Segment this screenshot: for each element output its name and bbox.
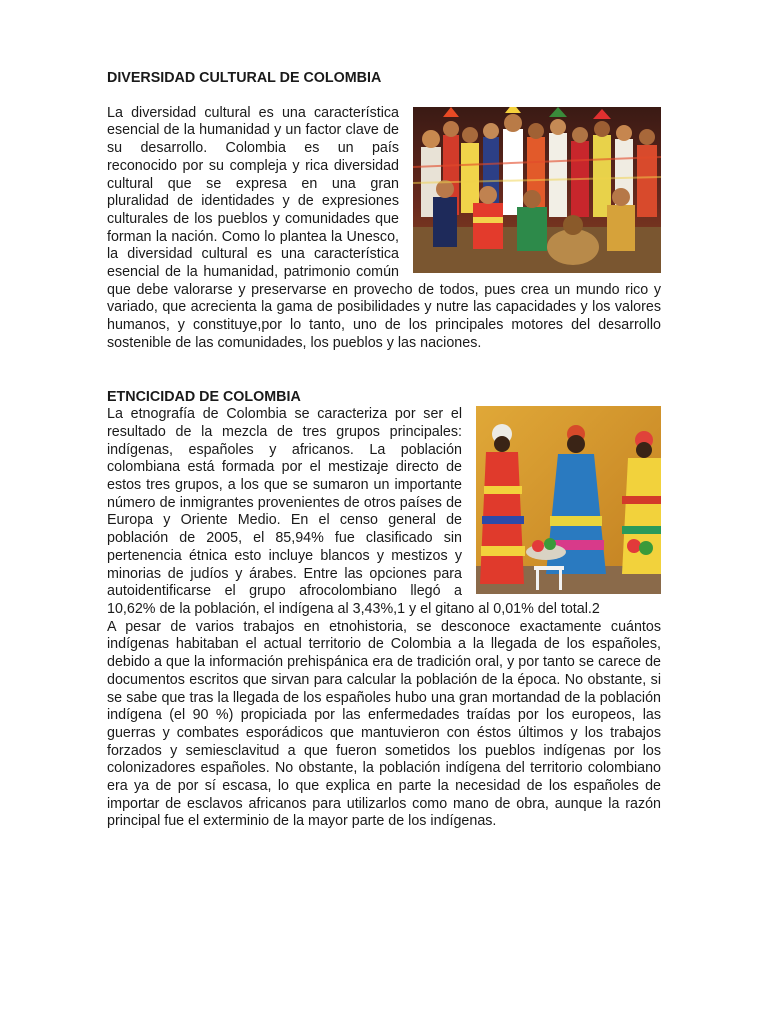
palenqueras-photo — [476, 406, 661, 594]
paragraph-diversidad: La diversidad cultural es una característica esencial de la humanidad y un factor clave de su desarrollo. Colombia es un país reconocido por su compleja y rica diversidad cultural que se expresa en una gran pluralidad de identidades y de expresiones culturales de los pueblos y comunidades que forman la nación. Como lo plantea la Unesco, la diversidad cultural es una característica esencial de la humanidad, patrimonio común que debe valorarse y preservarse en provecho de todos, pues crea un mundo rico y variado, que acrecienta la gama de posibilidades y nutre las capacidades y los valores humanos, y constituye,por lo tanto, uno de los principales motores del desarrollo sostenible de las comunidades, los pueblos y las naciones. — [107, 104, 661, 351]
paragraph-etnicidad-2: A pesar de varios trabajos en etnohistoria, se desconoce exactamente cuántos indígenas habitaban el actual territorio de Colombia a la llegada de los españoles, debido a que la información prehispánica era de tradición oral, y por tanto se carece de documentos escritos que sirvan para calcular la población de la época. No obstante, si se sabe que tras la llegada de los españoles hubo una gran mortandad de la población indígena (el 90 %) propiciada por las enfermedades traídas por los europeos, las guerras y combates esporádicos que mantuvieron con éstos últimos y los trabajos forzados y semiesclavitud a que fueron sometidos los pueblos indígenas por los colonizadores españoles. No obstante, la población indígena del territorio colombiano era ya de por sí escasa, lo que explica en parte la necesidad de los españoles de importar de esclavos africanos para utilizarlos como mano de obra, aunque la razón principal fue el exterminio de la mayor parte de los indígenas. — [107, 618, 661, 830]
paragraph-etnicidad-1: La etnografía de Colombia se caracteriza por ser el resultado de la mezcla de tres grupos principales: indígenas, españoles y africanos. La población colombiana está formada por el mestizaje directo de estos tres grupos, a los que se sumaron un importante número de inmigrantes provenientes de otros países de Europa y Oriente Medio. En el censo general de población de 2005, el 85,94% fue clasificado sin pertenencia étnica esto incluye blancos y mestizos y minorias de judíos y árabes. Entre las opciones para autoidentificarse el grupo afrocolombiano llegó a 10,62% de la población, el indígena al 3,43%,1 y el gitano al 0,01% del total.2 — [107, 406, 600, 617]
document-page — [107, 70, 661, 831]
cultural-dancers-photo — [413, 107, 661, 273]
section-title-etnicidad: ETNCICIDAD DE COLOMBIA — [107, 388, 301, 405]
section-title-diversidad: DIVERSIDAD CULTURAL DE COLOMBIA — [107, 70, 382, 86]
section-gap — [107, 353, 661, 389]
